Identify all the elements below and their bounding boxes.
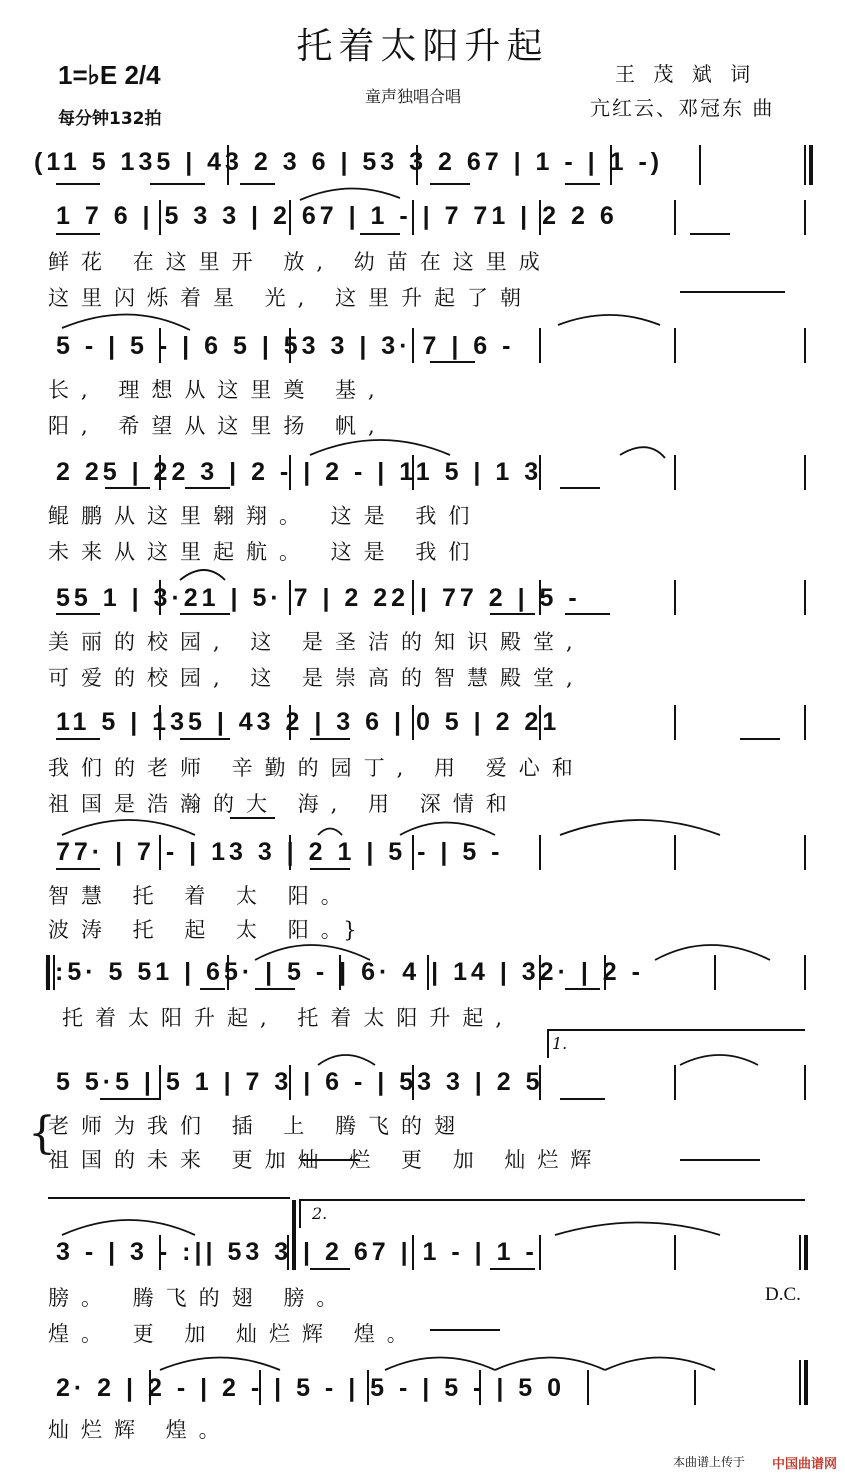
- lyric-row-4-verse-2: 未来从这里起航。 这是 我们: [48, 540, 482, 564]
- notation-row-8: |:5· 5 51 | 65· | 5 - | 6· 4 | 14 | 32· | 2 -: [44, 958, 644, 986]
- lyric-row-11: 灿烂辉 煌。: [48, 1418, 232, 1442]
- lyric-row-3-verse-2: 阳, 希望从这里扬 帆,: [48, 414, 387, 438]
- lyric-row-4-verse-1: 鲲鹏从这里翱翔。 这是 我们: [48, 504, 482, 528]
- da-capo-marking: D.C.: [765, 1284, 801, 1305]
- lyric-row-2-verse-2: 这里闪烁着星 光, 这里升起了朝: [48, 286, 534, 310]
- notation-row-6: 11 5 | 135 | 43 2 | 3 6 | 0 5 | 2 21: [56, 708, 561, 736]
- tempo-marking: 每分钟132拍: [58, 109, 162, 129]
- notation-row-10: 3 - | 3 - :|| 53 3 | 2 67 | 1 - | 1 -: [56, 1238, 538, 1266]
- lyric-row-10-verse-2: 煌。 更 加 灿烂辉 煌。: [48, 1322, 420, 1346]
- key-signature: 1=♭E 2/4: [58, 60, 161, 90]
- performance-note: 童声独唱合唱: [365, 87, 462, 106]
- volta-2-label: 2.: [312, 1204, 328, 1223]
- lyric-row-9-verse-1: 老师为我们 插 上 腾飞的翅: [48, 1114, 468, 1138]
- notation-row-3: 5 - | 5 - | 6 5 | 53 3 | 3· 7 | 6 -: [56, 332, 515, 360]
- upload-note: 本曲谱上传于: [672, 1455, 745, 1469]
- lyric-row-6-verse-2: 祖国是浩瀚的大 海, 用 深情和: [48, 792, 519, 816]
- notation-row-5: 55 1 | 3·21 | 5· 7 | 2 22 | 77 2 | 5 -: [56, 584, 581, 612]
- song-title: 托着太阳升起: [296, 26, 549, 67]
- notation-row-7: 77· | 7 - | 13 3 | 2 1 | 5 - | 5 -: [56, 838, 504, 866]
- lyricist-credit: 王 茂 斌 词: [615, 62, 757, 86]
- lyric-row-10-verse-1: 膀。 腾飞的翅 膀。: [48, 1286, 350, 1310]
- lyric-row-7-verse-1: 智慧 托 着 太 阳。: [48, 884, 354, 908]
- composer-credit: 亢红云、邓冠东 曲: [590, 96, 775, 120]
- lyric-row-6-verse-1: 我们的老师 辛勤的园丁, 用 爱心和: [48, 756, 585, 780]
- lyric-row-5-verse-2: 可爱的校园, 这 是崇高的智慧殿堂,: [48, 666, 585, 690]
- lyric-row-8: 托着太阳升起, 托着太阳升起,: [62, 1006, 515, 1030]
- lyric-row-3-verse-1: 长, 理想从这里奠 基,: [48, 378, 387, 402]
- notation-row-9: 5 5·5 | 5 1 | 7 3 | 6 - | 53 3 | 2 5: [56, 1068, 544, 1096]
- lyric-row-9-verse-2: 祖国的未来 更加灿 烂 更 加 灿烂辉: [48, 1148, 604, 1172]
- notation-row-11: 2· 2 | 2 - | 2 - | 5 - | 5 - | 5 - | 5 0: [56, 1374, 566, 1402]
- verse-brace: {: [28, 1108, 56, 1159]
- lyric-row-5-verse-1: 美丽的校园, 这 是圣洁的知识殿堂,: [48, 630, 585, 654]
- notation-row-2: 1 7 6 | 5 3 3 | 2 67 | 1 - | 7 71 | 2 2 6: [56, 202, 618, 230]
- lyric-row-2-verse-1: 鲜花 在这里开 放, 幼苗在这里成: [48, 250, 552, 274]
- volta-1-label: 1.: [552, 1034, 568, 1053]
- notation-row-4: 2 25 | 22 3 | 2 - | 2 - | 11 5 | 1 3: [56, 458, 543, 486]
- site-logo[interactable]: 中国曲谱网: [771, 1457, 837, 1472]
- lyric-row-7-verse-2: 波涛 托 起 太 阳。}: [48, 918, 369, 942]
- notation-row-1: (11 5 135 | 43 2 3 6 | 53 3 2 67 | 1 - | 1 -): [34, 148, 664, 176]
